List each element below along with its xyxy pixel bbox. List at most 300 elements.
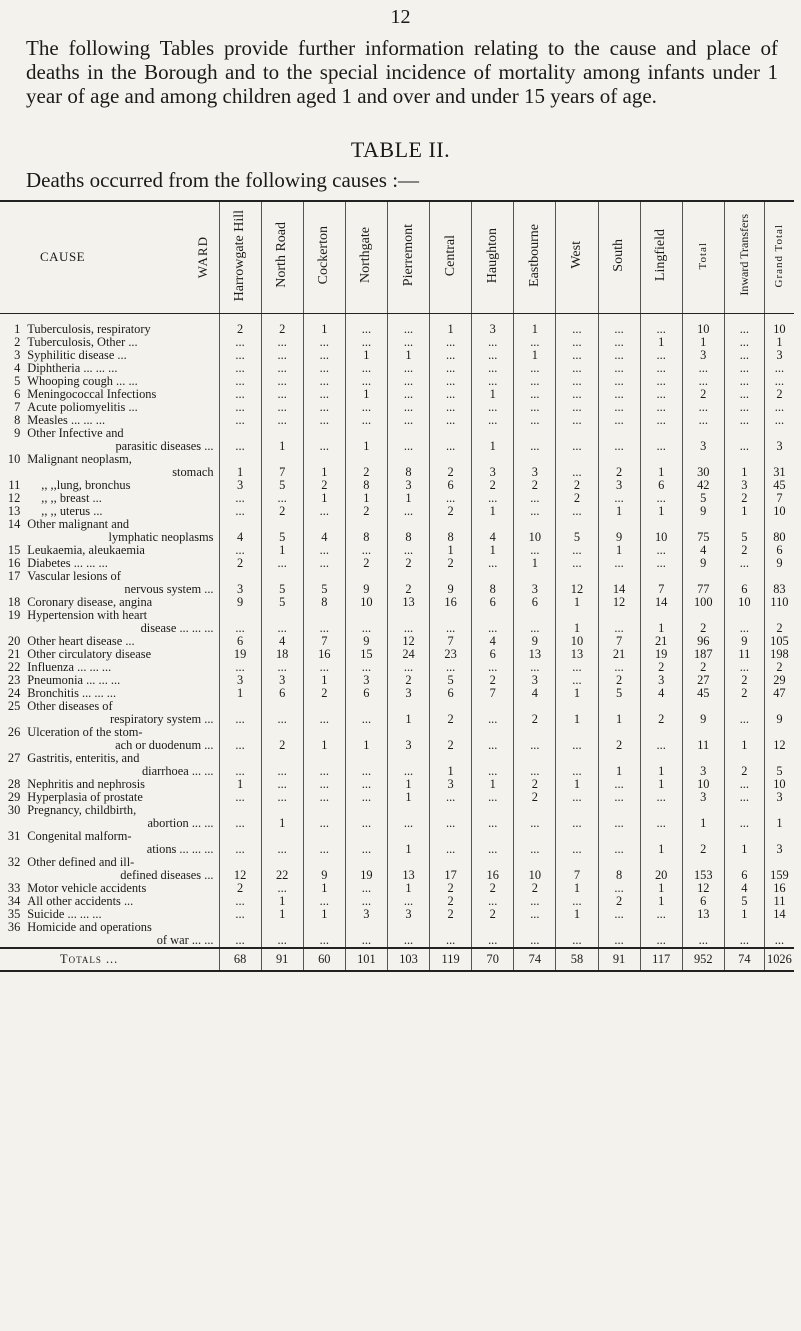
cause-cell xyxy=(25,700,219,726)
value-cell: 2 xyxy=(219,313,261,336)
value-cell: ... xyxy=(261,778,303,791)
row-number: 36 xyxy=(7,919,21,934)
value-cell: 14 xyxy=(764,908,794,921)
value-cell: 3 xyxy=(764,791,794,804)
cause-text: Acute poliomyelitis ... xyxy=(27,399,138,414)
value-cell: 1 xyxy=(261,908,303,921)
value-cell: 10 xyxy=(682,778,724,791)
value-cell: ... xyxy=(556,674,598,687)
value-cell: ... xyxy=(430,791,472,804)
value-cell: ... xyxy=(345,882,387,895)
value-cell: ... xyxy=(472,830,514,856)
cause-cell xyxy=(25,401,219,414)
table-row xyxy=(0,427,794,453)
row-number: 18 xyxy=(7,594,21,609)
value-cell: ... xyxy=(764,414,794,427)
total-cell: 70 xyxy=(472,948,514,971)
value-cell: ... xyxy=(261,388,303,401)
table-row xyxy=(0,882,794,895)
table-row xyxy=(0,778,794,791)
value-cell: 2 xyxy=(219,557,261,570)
cause-text: Meningococcal Infections xyxy=(27,386,157,401)
table-row xyxy=(0,518,794,544)
cause-cell xyxy=(25,453,219,479)
value-cell: 96 xyxy=(682,635,724,648)
value-cell: 2 xyxy=(430,557,472,570)
value-cell: ... xyxy=(303,661,345,674)
value-cell: 1 xyxy=(387,700,429,726)
cause-header: CAUSE xyxy=(40,249,86,265)
value-cell: ... xyxy=(303,791,345,804)
cause-text: All other accidents ... xyxy=(27,893,134,908)
deaths-by-cause-table xyxy=(0,200,794,972)
value-cell: ... xyxy=(261,882,303,895)
value-cell: ... xyxy=(261,921,303,948)
value-cell: ... xyxy=(724,791,764,804)
value-cell: ... xyxy=(345,661,387,674)
value-cell: 5 xyxy=(261,596,303,609)
value-cell: 1 xyxy=(303,313,345,336)
value-cell: ... xyxy=(598,661,640,674)
value-cell: 1 xyxy=(303,674,345,687)
value-cell: ... xyxy=(303,830,345,856)
row-number: 13 xyxy=(7,503,21,518)
value-cell: ... xyxy=(640,544,682,557)
cause-text: Other defined and ill- xyxy=(27,854,135,869)
cause-text: Other circulatory disease xyxy=(27,646,152,661)
table-row xyxy=(0,648,794,661)
value-cell: 2 xyxy=(261,313,303,336)
value-cell: 3 xyxy=(472,453,514,479)
value-cell: 6 xyxy=(430,687,472,700)
table-row xyxy=(0,492,794,505)
value-cell: ... xyxy=(724,336,764,349)
value-cell: ... xyxy=(261,661,303,674)
value-cell: 1 xyxy=(556,596,598,609)
value-cell: 2 xyxy=(472,882,514,895)
value-cell: ... xyxy=(598,804,640,830)
cause-cell xyxy=(25,336,219,349)
value-cell: 1 xyxy=(303,453,345,479)
value-cell: 8 xyxy=(345,518,387,544)
row-number: 25 xyxy=(7,698,21,713)
value-cell: 2 xyxy=(472,908,514,921)
cause-text: abortion ... ... xyxy=(147,815,214,830)
value-cell: ... xyxy=(345,544,387,557)
cause-text: Bronchitis ... ... ... xyxy=(27,685,117,700)
cause-text: Measles ... ... ... xyxy=(27,412,106,427)
row-number: 1 xyxy=(14,321,21,336)
total-cell: 1026 xyxy=(764,948,794,971)
value-cell: 1 xyxy=(764,804,794,830)
value-cell: 1 xyxy=(682,804,724,830)
value-cell: 1 xyxy=(598,505,640,518)
value-cell: ... xyxy=(764,375,794,388)
table-row xyxy=(0,388,794,401)
value-cell: ... xyxy=(303,700,345,726)
cause-text: ach or duodenum ... xyxy=(115,737,214,752)
value-cell: ... xyxy=(219,427,261,453)
row-number: 24 xyxy=(7,685,21,700)
value-cell: ... xyxy=(219,791,261,804)
value-cell: ... xyxy=(598,609,640,635)
row-number: 35 xyxy=(7,906,21,921)
value-cell: 1 xyxy=(345,427,387,453)
value-cell: ... xyxy=(514,661,556,674)
value-cell: 9 xyxy=(514,635,556,648)
value-cell: ... xyxy=(303,336,345,349)
value-cell: 3 xyxy=(261,674,303,687)
value-cell: ... xyxy=(387,804,429,830)
cause-text: Other Infective and xyxy=(27,425,124,440)
value-cell: ... xyxy=(724,557,764,570)
cause-text: Pneumonia ... ... ... xyxy=(27,672,121,687)
header-row xyxy=(0,201,794,313)
value-cell: 1 xyxy=(556,700,598,726)
table-row xyxy=(0,674,794,687)
value-cell: ... xyxy=(303,362,345,375)
value-cell: ... xyxy=(430,414,472,427)
value-cell: ... xyxy=(387,336,429,349)
value-cell: ... xyxy=(598,791,640,804)
value-cell: 5 xyxy=(556,518,598,544)
cause-cell xyxy=(25,635,219,648)
value-cell: ... xyxy=(472,401,514,414)
value-cell: 2 xyxy=(598,453,640,479)
value-cell: 2 xyxy=(724,492,764,505)
value-cell: 2 xyxy=(514,778,556,791)
value-cell: ... xyxy=(472,609,514,635)
value-cell: 9 xyxy=(682,505,724,518)
value-cell: 23 xyxy=(430,648,472,661)
value-cell: ... xyxy=(430,609,472,635)
value-cell: 80 xyxy=(764,518,794,544)
value-cell: ... xyxy=(472,492,514,505)
value-cell: 6 xyxy=(640,479,682,492)
value-cell: ... xyxy=(387,388,429,401)
value-cell: 6 xyxy=(472,596,514,609)
value-cell: 3 xyxy=(682,791,724,804)
value-cell: 1 xyxy=(556,882,598,895)
value-cell: ... xyxy=(724,778,764,791)
value-cell: 1 xyxy=(640,882,682,895)
value-cell: 13 xyxy=(514,648,556,661)
value-cell: ... xyxy=(640,349,682,362)
value-cell: ... xyxy=(556,375,598,388)
value-cell: ... xyxy=(556,414,598,427)
value-cell: ... xyxy=(303,427,345,453)
value-cell: ... xyxy=(219,700,261,726)
value-cell: ... xyxy=(598,362,640,375)
value-cell: 8 xyxy=(430,518,472,544)
value-cell: ... xyxy=(387,752,429,778)
value-cell: 45 xyxy=(764,479,794,492)
value-cell: 5 xyxy=(430,674,472,687)
row-number: 32 xyxy=(7,854,21,869)
value-cell: 8 xyxy=(303,596,345,609)
value-cell: 2 xyxy=(598,895,640,908)
value-cell: 6 xyxy=(724,570,764,596)
value-cell: ... xyxy=(640,313,682,336)
cause-text: ,, ,,lung, bronchus xyxy=(41,477,131,492)
cause-text: ,, ,, uterus ... xyxy=(41,503,103,518)
table-body xyxy=(0,313,794,948)
value-cell: 3 xyxy=(598,479,640,492)
value-cell: 3 xyxy=(345,674,387,687)
row-number: 27 xyxy=(7,750,21,765)
cause-text: Nephritis and nephrosis xyxy=(27,776,145,791)
table-row xyxy=(0,313,794,336)
value-cell: ... xyxy=(430,349,472,362)
value-cell: 11 xyxy=(764,895,794,908)
value-cell: 1 xyxy=(430,752,472,778)
value-cell: 2 xyxy=(682,388,724,401)
row-number: 3 xyxy=(14,347,21,362)
deaths-table-container xyxy=(0,200,794,972)
value-cell: ... xyxy=(472,804,514,830)
value-cell: ... xyxy=(345,401,387,414)
table-row xyxy=(0,804,794,830)
value-cell: ... xyxy=(387,921,429,948)
value-cell: 5 xyxy=(303,570,345,596)
cause-cell xyxy=(25,726,219,752)
value-cell: 8 xyxy=(472,570,514,596)
value-cell: 1 xyxy=(640,505,682,518)
value-cell: ... xyxy=(556,349,598,362)
value-cell: ... xyxy=(598,921,640,948)
value-cell: ... xyxy=(261,349,303,362)
value-cell: 2 xyxy=(430,505,472,518)
col-header: Eastbourne xyxy=(514,201,556,313)
total-cell: 58 xyxy=(556,948,598,971)
cause-text: Gastritis, enteritis, and xyxy=(27,750,140,765)
value-cell: ... xyxy=(345,895,387,908)
value-cell: 6 xyxy=(472,648,514,661)
value-cell: ... xyxy=(303,349,345,362)
value-cell: 2 xyxy=(430,895,472,908)
value-cell: ... xyxy=(556,362,598,375)
value-cell: 2 xyxy=(514,700,556,726)
value-cell: 2 xyxy=(724,674,764,687)
value-cell: ... xyxy=(387,427,429,453)
value-cell: 4 xyxy=(682,544,724,557)
value-cell: 4 xyxy=(303,518,345,544)
value-cell: ... xyxy=(472,700,514,726)
value-cell: ... xyxy=(682,401,724,414)
value-cell: ... xyxy=(598,908,640,921)
value-cell: ... xyxy=(556,401,598,414)
value-cell: ... xyxy=(556,830,598,856)
value-cell: 3 xyxy=(345,908,387,921)
value-cell: 1 xyxy=(640,453,682,479)
value-cell: 1 xyxy=(219,778,261,791)
row-number: 5 xyxy=(14,373,21,388)
value-cell: ... xyxy=(261,492,303,505)
value-cell: 3 xyxy=(387,908,429,921)
value-cell: 2 xyxy=(430,882,472,895)
cause-cell xyxy=(25,505,219,518)
value-cell: ... xyxy=(430,427,472,453)
value-cell: ... xyxy=(514,609,556,635)
cause-text: Malignant neoplasm, xyxy=(27,451,132,466)
ward-header: WARD xyxy=(194,236,210,279)
value-cell: 13 xyxy=(387,596,429,609)
value-cell: 1 xyxy=(598,544,640,557)
value-cell: ... xyxy=(387,401,429,414)
value-cell: ... xyxy=(303,752,345,778)
row-number: 28 xyxy=(7,776,21,791)
total-cell: 117 xyxy=(640,948,682,971)
value-cell: 6 xyxy=(430,479,472,492)
value-cell: 2 xyxy=(556,492,598,505)
value-cell: ... xyxy=(724,401,764,414)
cause-text: Leukaemia, aleukaemia xyxy=(27,542,145,557)
value-cell: ... xyxy=(303,505,345,518)
value-cell: 12 xyxy=(598,596,640,609)
col-header: Cockerton xyxy=(303,201,345,313)
value-cell: ... xyxy=(472,362,514,375)
cause-cell xyxy=(25,882,219,895)
value-cell: 3 xyxy=(219,570,261,596)
value-cell: 1 xyxy=(556,908,598,921)
value-cell: 42 xyxy=(682,479,724,492)
value-cell: ... xyxy=(430,804,472,830)
value-cell: 3 xyxy=(387,726,429,752)
value-cell: 21 xyxy=(598,648,640,661)
value-cell: 6 xyxy=(261,687,303,700)
value-cell: 1 xyxy=(640,830,682,856)
value-cell: 1 xyxy=(472,388,514,401)
value-cell: ... xyxy=(514,895,556,908)
value-cell: ... xyxy=(682,414,724,427)
value-cell: ... xyxy=(261,375,303,388)
value-cell: 3 xyxy=(640,674,682,687)
cause-text: diarrhoea ... ... xyxy=(141,763,214,778)
value-cell: ... xyxy=(219,921,261,948)
value-cell: 1 xyxy=(682,336,724,349)
row-number: 2 xyxy=(14,334,21,349)
value-cell: ... xyxy=(345,830,387,856)
value-cell: 3 xyxy=(682,752,724,778)
cause-cell xyxy=(25,648,219,661)
value-cell: ... xyxy=(261,830,303,856)
value-cell: ... xyxy=(430,362,472,375)
value-cell: 3 xyxy=(764,427,794,453)
value-cell: 4 xyxy=(514,687,556,700)
value-cell: 18 xyxy=(261,648,303,661)
row-number: 7 xyxy=(14,399,21,414)
row-number: 19 xyxy=(7,607,21,622)
value-cell: ... xyxy=(261,362,303,375)
value-cell: 1 xyxy=(430,313,472,336)
cause-cell xyxy=(25,349,219,362)
value-cell: ... xyxy=(345,362,387,375)
value-cell: 1 xyxy=(387,349,429,362)
value-cell: ... xyxy=(556,388,598,401)
row-number: 10 xyxy=(7,451,21,466)
value-cell: 2 xyxy=(219,882,261,895)
value-cell: 2 xyxy=(345,453,387,479)
value-cell: 27 xyxy=(682,674,724,687)
value-cell: ... xyxy=(219,362,261,375)
cause-ward-header xyxy=(0,201,219,313)
value-cell: ... xyxy=(430,830,472,856)
total-cell: 74 xyxy=(724,948,764,971)
value-cell: ... xyxy=(556,895,598,908)
value-cell: 1 xyxy=(387,492,429,505)
value-cell: 2 xyxy=(682,830,724,856)
table-row xyxy=(0,505,794,518)
table-row xyxy=(0,791,794,804)
value-cell: 29 xyxy=(764,674,794,687)
value-cell: ... xyxy=(556,726,598,752)
value-cell: ... xyxy=(556,313,598,336)
cause-text: respiratory system ... xyxy=(109,711,214,726)
value-cell: ... xyxy=(345,336,387,349)
value-cell: 11 xyxy=(682,726,724,752)
value-cell: ... xyxy=(219,830,261,856)
value-cell: ... xyxy=(219,908,261,921)
value-cell: ... xyxy=(303,414,345,427)
cause-cell xyxy=(25,544,219,557)
value-cell: ... xyxy=(387,414,429,427)
value-cell: 4 xyxy=(724,882,764,895)
total-cell: 119 xyxy=(430,948,472,971)
row-number: 31 xyxy=(7,828,21,843)
value-cell: 3 xyxy=(682,427,724,453)
value-cell: ... xyxy=(261,557,303,570)
value-cell: ... xyxy=(303,609,345,635)
cause-cell xyxy=(25,570,219,596)
value-cell: 13 xyxy=(682,908,724,921)
value-cell: 1 xyxy=(345,492,387,505)
cause-text: Diabetes ... ... ... xyxy=(27,555,108,570)
row-number: 34 xyxy=(7,893,21,908)
value-cell: ... xyxy=(472,752,514,778)
value-cell: 4 xyxy=(472,635,514,648)
value-cell: ... xyxy=(430,375,472,388)
row-number: 33 xyxy=(7,880,21,895)
row-number: 22 xyxy=(7,659,21,674)
value-cell: 2 xyxy=(387,570,429,596)
cause-cell xyxy=(25,492,219,505)
table-row xyxy=(0,453,794,479)
value-cell: 7 xyxy=(472,687,514,700)
col-header: Pierremont xyxy=(387,201,429,313)
value-cell: ... xyxy=(472,791,514,804)
value-cell: ... xyxy=(598,388,640,401)
cause-text: Hyperplasia of prostate xyxy=(27,789,143,804)
value-cell: ... xyxy=(724,313,764,336)
cause-cell xyxy=(25,596,219,609)
value-cell: ... xyxy=(598,349,640,362)
table-row xyxy=(0,596,794,609)
value-cell: 2 xyxy=(640,661,682,674)
value-cell: 4 xyxy=(261,635,303,648)
value-cell: ... xyxy=(303,375,345,388)
cause-cell xyxy=(25,830,219,856)
value-cell: 1 xyxy=(219,453,261,479)
value-cell: 16 xyxy=(303,648,345,661)
col-header: Northgate xyxy=(345,201,387,313)
value-cell: ... xyxy=(598,557,640,570)
value-cell: 2 xyxy=(514,479,556,492)
value-cell: 1 xyxy=(724,908,764,921)
value-cell: 6 xyxy=(764,544,794,557)
value-cell: ... xyxy=(345,375,387,388)
value-cell: 9 xyxy=(764,557,794,570)
value-cell: 4 xyxy=(219,518,261,544)
